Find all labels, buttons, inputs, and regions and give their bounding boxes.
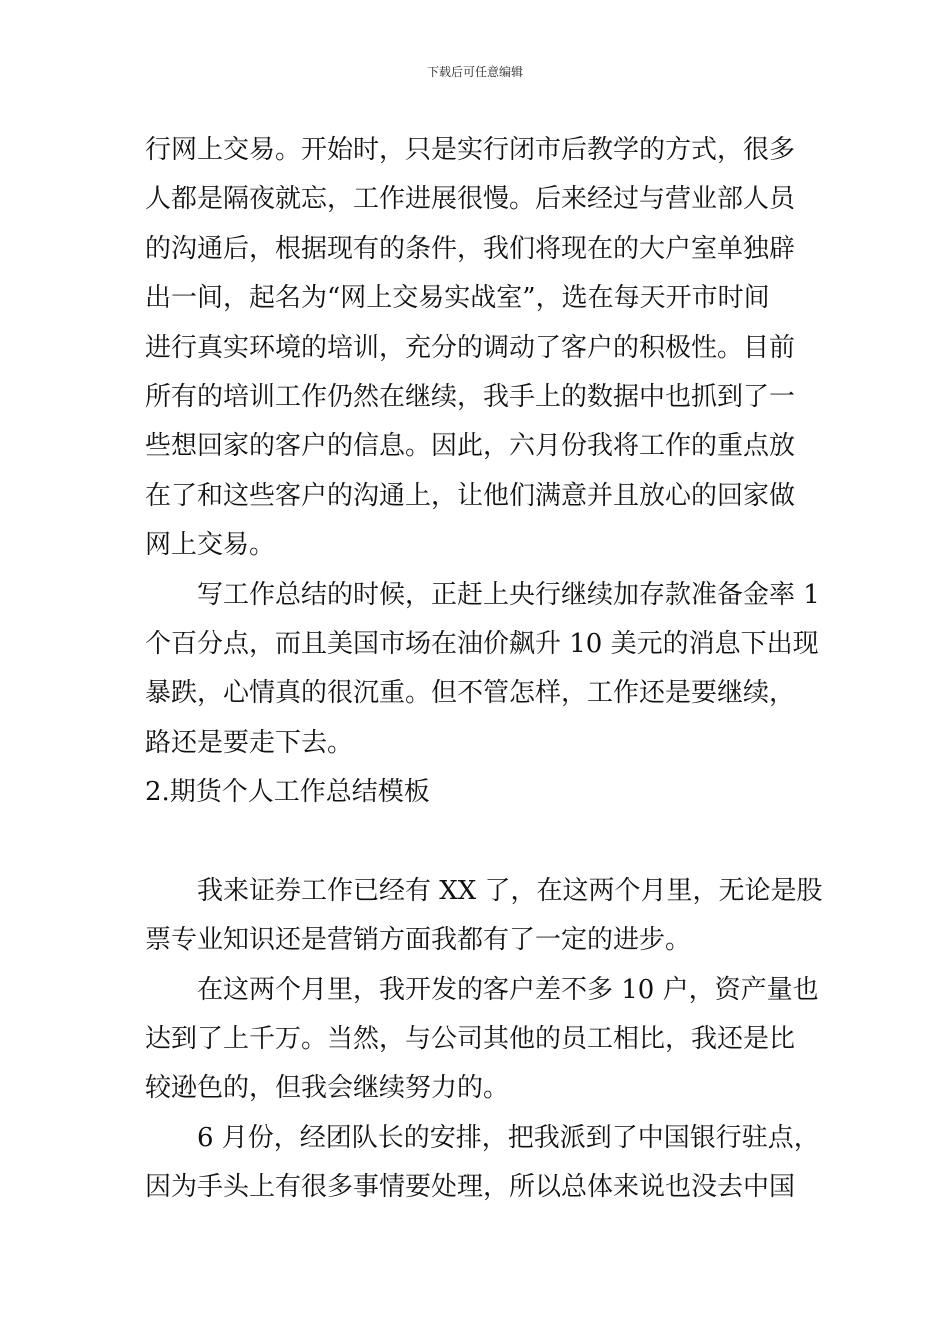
text-line: 所有的培训工作仍然在继续，我手上的数据中也抓到了一 — [145, 381, 796, 412]
paragraph-4 — [145, 966, 819, 1114]
text-line: 进行真实环境的培训，充分的调动了客户的积极性。目前 — [145, 332, 796, 363]
text-line: 暴跌，心情真的很沉重。但不管怎样，工作还是要继续， — [145, 678, 796, 709]
text-line: 人都是隔夜就忘，工作进展很慢。后来经过与营业部人员 — [145, 184, 796, 215]
document-body — [145, 126, 823, 1213]
text-line: 的沟通后，根据现有的条件，我们将现在的大户室单独辟 — [145, 233, 796, 264]
text-line: 在这两个月里，我开发的客户差不多 10 户，资产量也 — [197, 974, 819, 1005]
text-line: 较逊色的，但我会继续努力的。 — [145, 1073, 510, 1104]
text-line: 写工作总结的时候，正赶上央行继续加存款准备金率 1 — [197, 579, 820, 610]
text-line: 在了和这些客户的沟通上，让他们满意并且放心的回家做 — [145, 480, 796, 511]
text-line: 6 月份，经团队长的安排，把我派到了中国银行驻点， — [197, 1122, 820, 1153]
text-line: 路还是要走下去。 — [145, 727, 354, 758]
section-heading: 2.期货个人工作总结模板 — [145, 777, 430, 808]
text-line: 网上交易。 — [145, 530, 276, 561]
text-line: 票专业知识还是营销方面我都有了一定的进步。 — [145, 925, 692, 956]
paragraph-2 — [145, 571, 820, 769]
text-line: 行网上交易。开始时，只是实行闭市后教学的方式，很多 — [145, 135, 796, 165]
paragraph-5 — [145, 1114, 820, 1213]
text-line: 达到了上千万。当然，与公司其他的员工相比，我还是比 — [145, 1024, 796, 1055]
text-line: 些想回家的客户的信息。因此，六月份我将工作的重点放 — [145, 431, 796, 462]
text-line: 出一间，起名为“网上交易实战室”，选在每天开市时间 — [145, 283, 770, 314]
page-header: 下载后可任意编辑 — [426, 65, 523, 79]
text-line: 因为手头上有很多事情要处理，所以总体来说也没去中国 — [145, 1172, 796, 1203]
paragraph-3 — [145, 867, 823, 966]
blank-line — [145, 817, 813, 866]
text-line: 我来证券工作已经有 XX 了，在这两个月里，无论是股 — [197, 875, 823, 906]
text-line: 个百分点，而且美国市场在油价飙升 10 美元的消息下出现 — [145, 628, 819, 659]
paragraph-1 — [145, 126, 813, 571]
